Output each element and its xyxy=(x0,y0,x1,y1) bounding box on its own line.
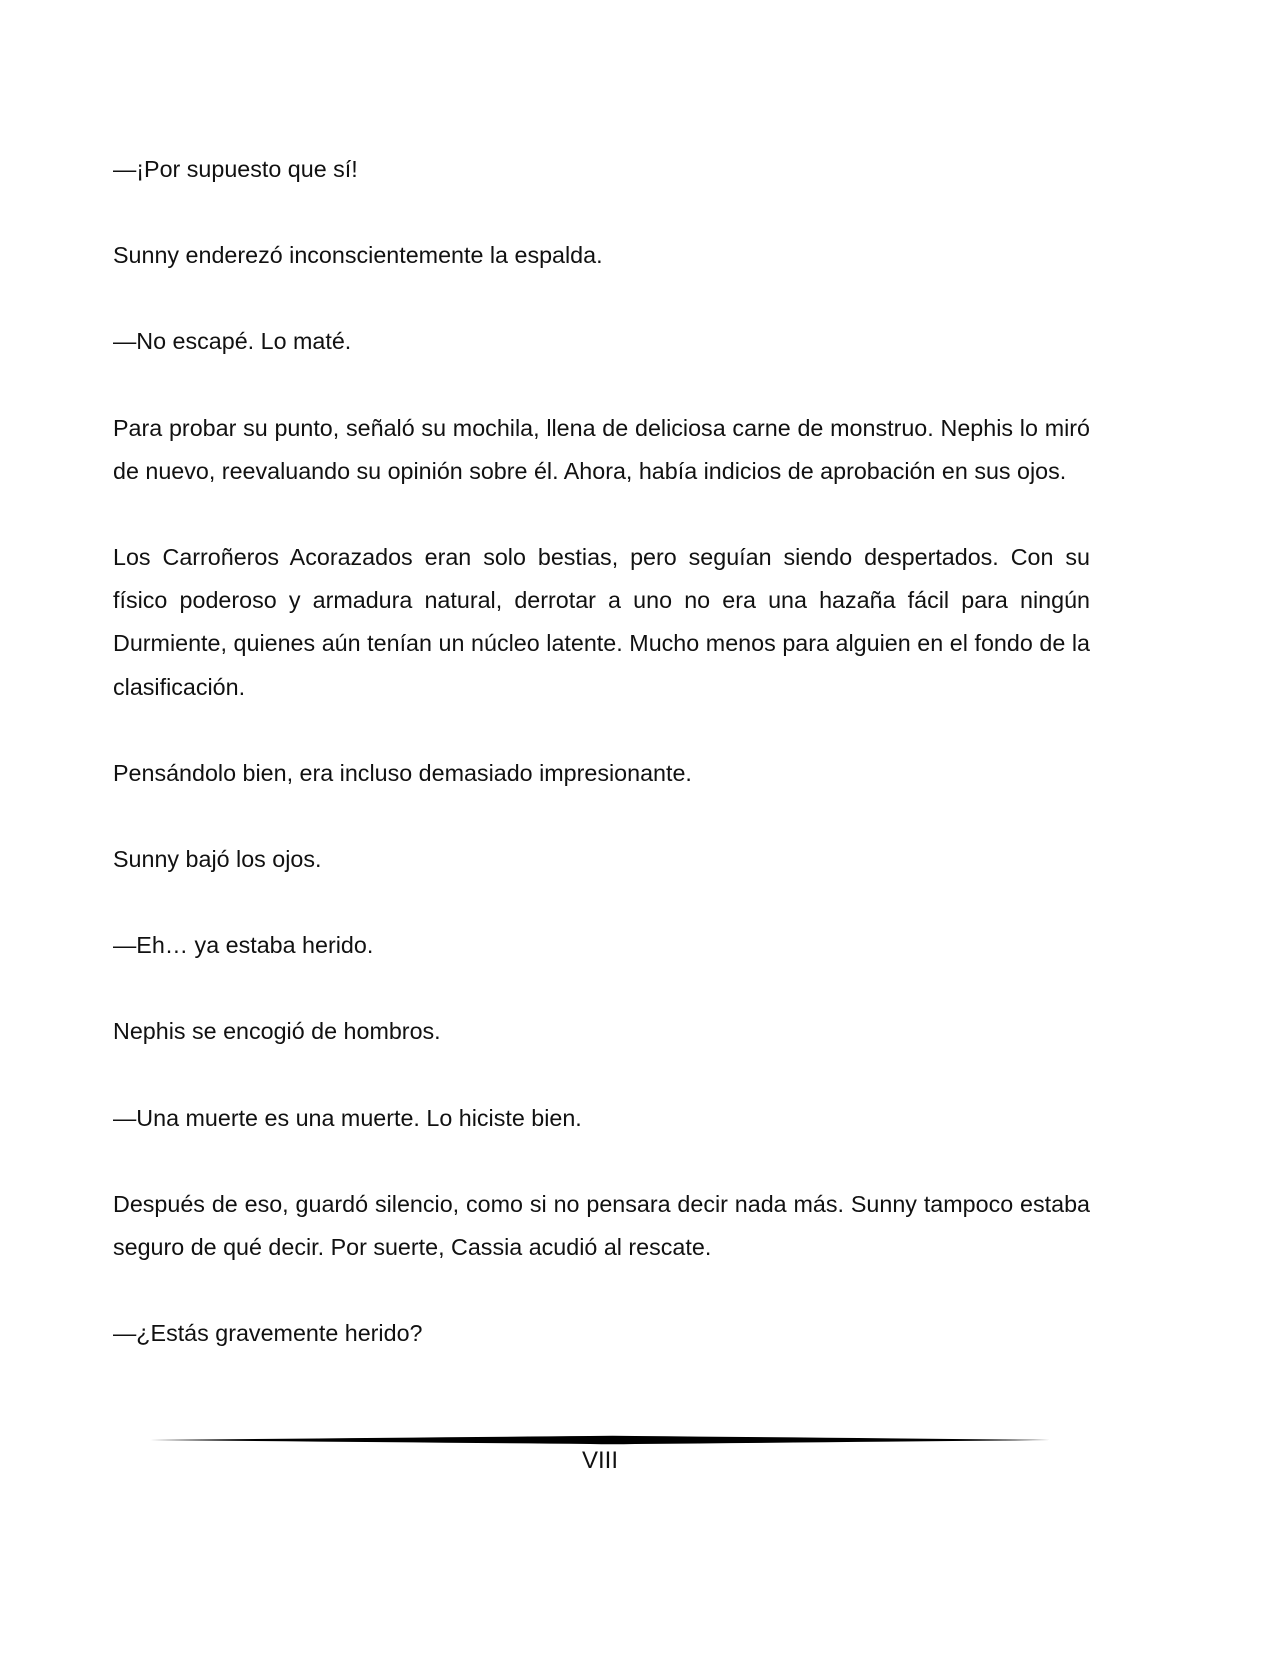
paragraph-8: —Eh… ya estaba herido. xyxy=(113,932,374,959)
paragraph-1: —¡Por supuesto que sí! xyxy=(113,156,358,182)
paragraph-11: Después de eso, guardó silencio, como si no pensara decir nada más. Sunny tampoco estaba seguro de qué decir. Por suerte, Cassia acudió al rescate. xyxy=(113,1190,1090,1261)
paragraph-4: Para probar su punto, señaló su mochila, llena de deliciosa carne de monstruo. Nephis lo miró de nuevo, reevaluando su opinión sobre él. Ahora, había indicios de aprobación en sus ojos. xyxy=(113,414,1090,484)
paragraph-12: —¿Estás gravemente herido? xyxy=(113,1320,423,1347)
paragraph-6: Pensándolo bien, era incluso demasiado impresionante. xyxy=(113,759,692,786)
paragraph-9: Nephis se encogió de hombros. xyxy=(113,1018,441,1045)
paragraph-3: —No escapé. Lo maté. xyxy=(113,328,352,355)
body-text xyxy=(113,148,1090,1398)
page-number: VIII xyxy=(581,1447,618,1474)
paragraph-10: —Una muerte es una muerte. Lo hiciste bien. xyxy=(113,1104,582,1131)
paragraph-5: Los Carroñeros Acorazados eran solo bestias, pero seguían siendo despertados. Con su físico poderoso y armadura natural, derrotar a uno no era una hazaña fácil para ningún Durmiente, quienes aún tenían un núcleo latente. Mucho menos para alguien en el fondo de la clasificación. xyxy=(113,544,1090,700)
footer-divider xyxy=(150,1433,1050,1447)
paragraph-2: Sunny enderezó inconscientemente la espalda. xyxy=(113,242,603,269)
paragraph-7: Sunny bajó los ojos. xyxy=(113,846,322,873)
